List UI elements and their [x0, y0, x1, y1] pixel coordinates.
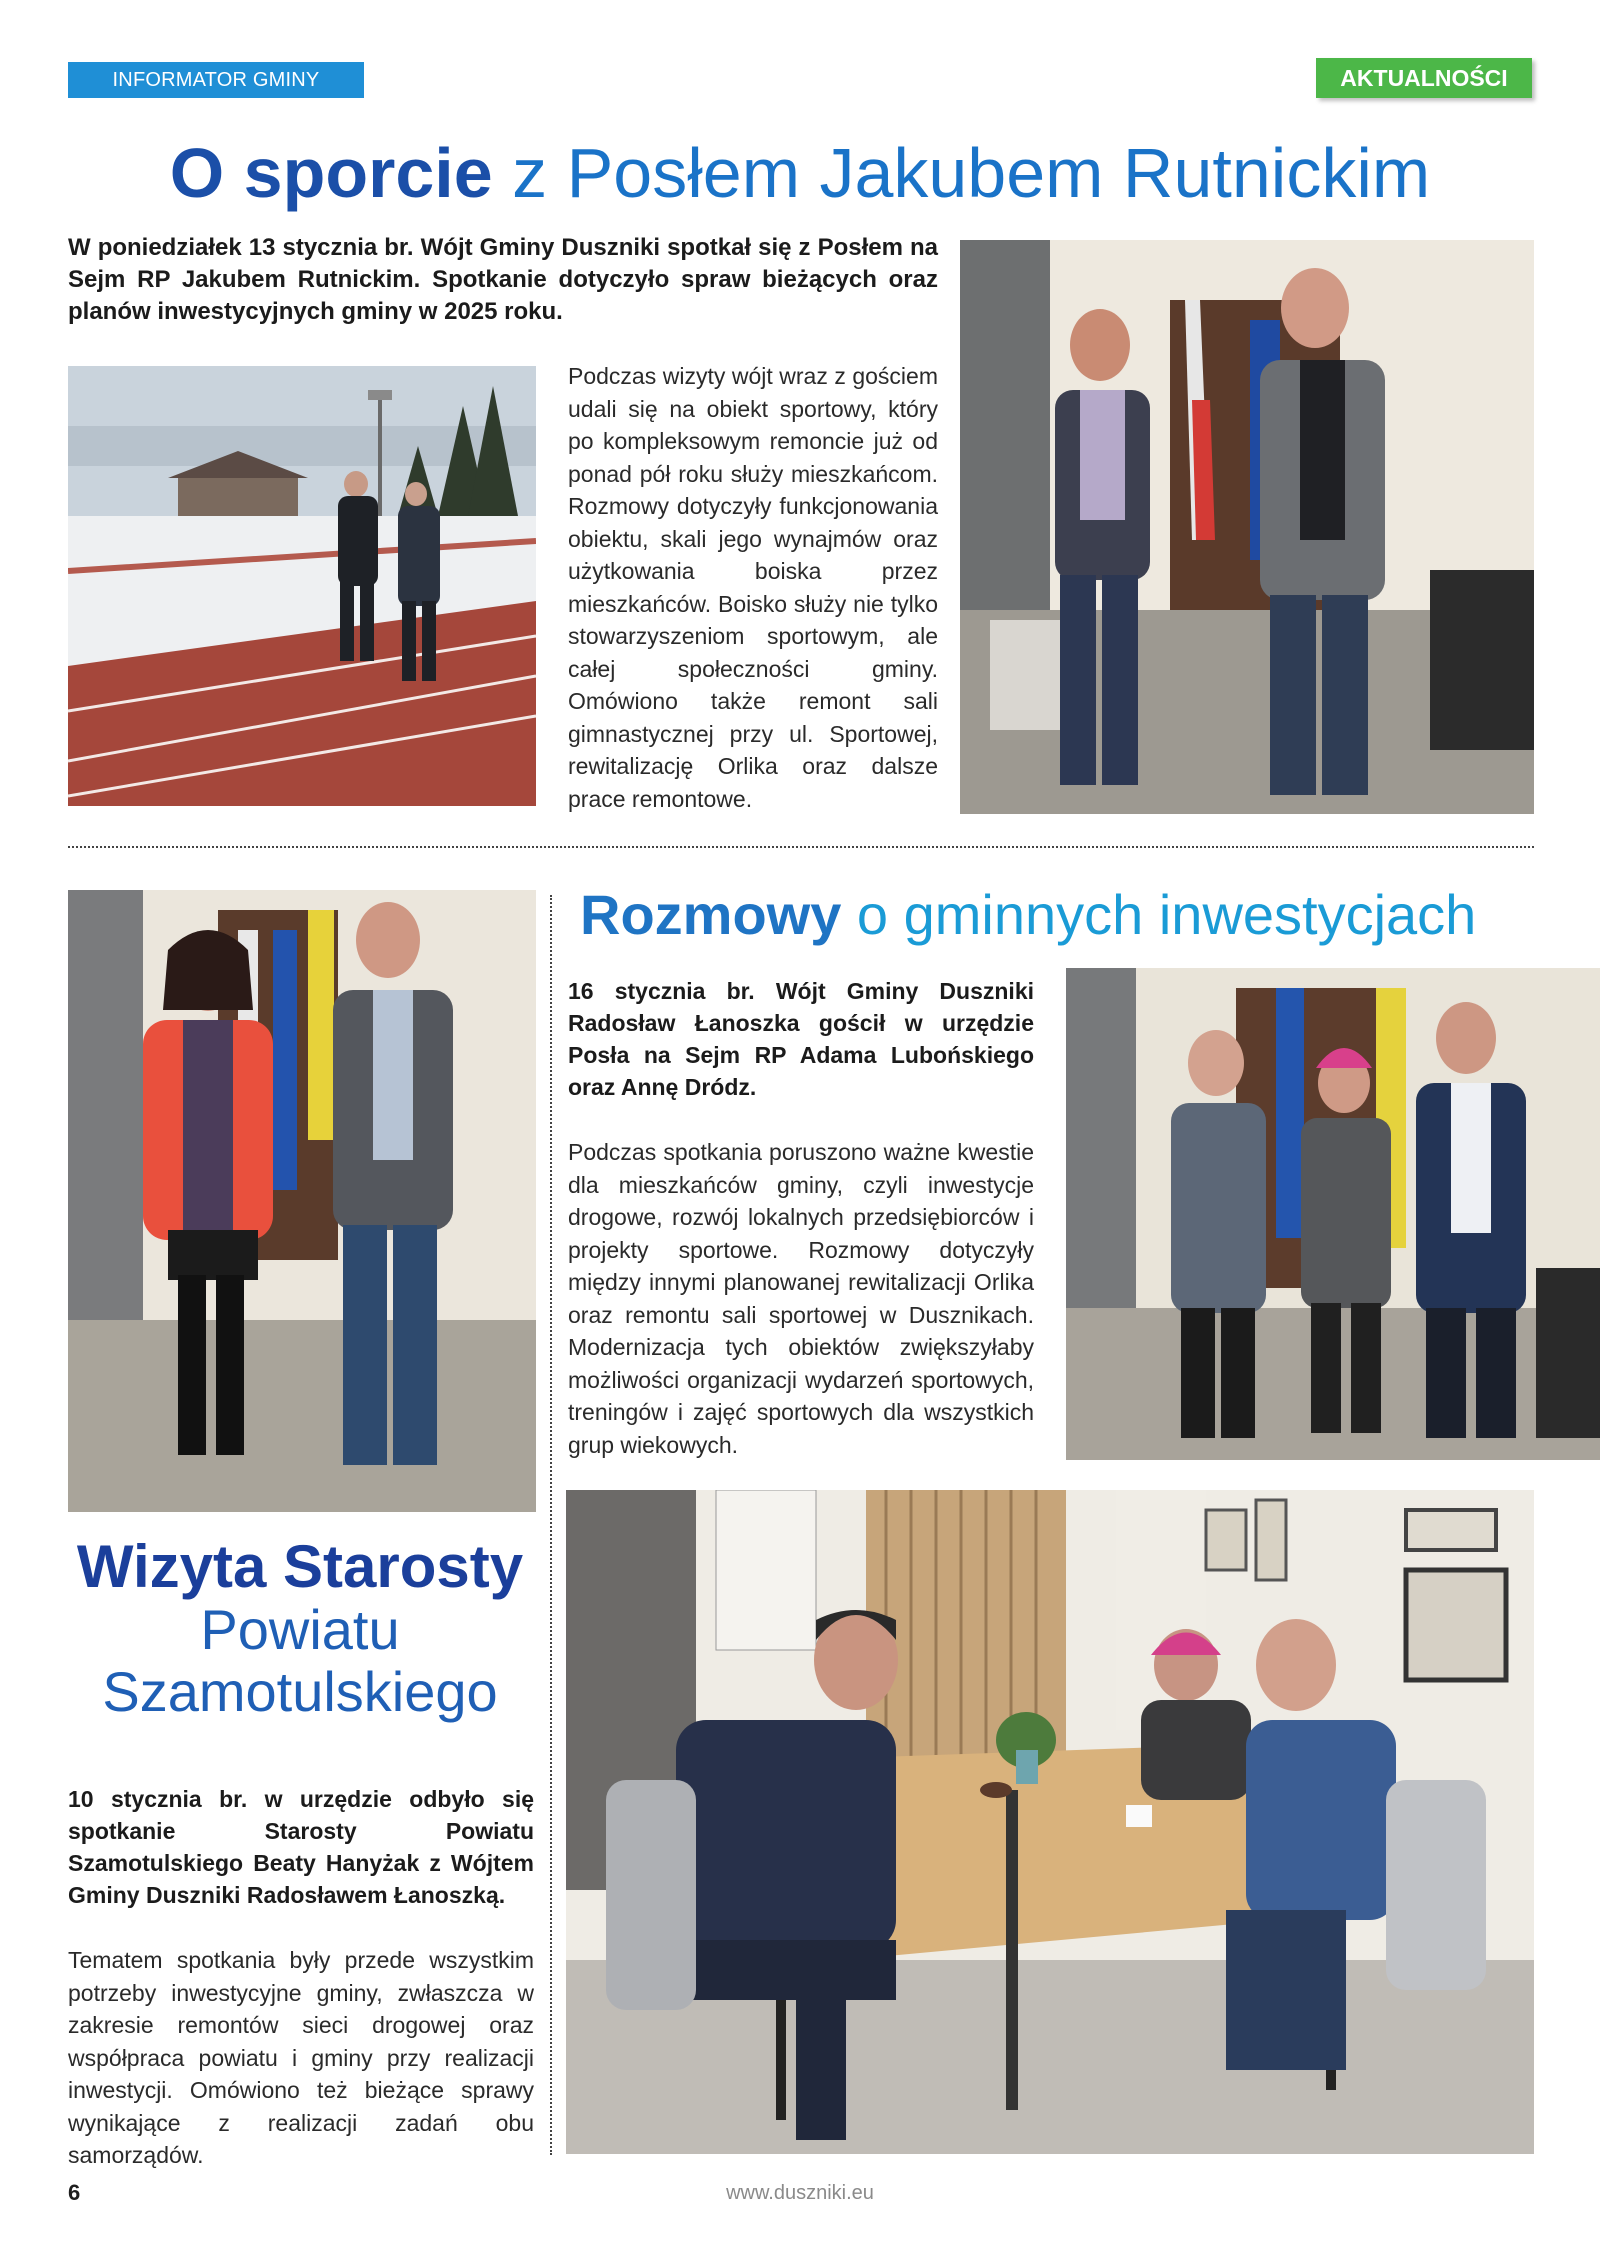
article1-title-rest: z Posłem Jakubem Rutnickim [512, 134, 1431, 212]
article2-title-rest: o gminnych inwestycjach [856, 883, 1477, 946]
article1-body: Podczas wizyty wójt wraz z gościem udali się na obiekt sportowy, który po kompleksowym remoncie już od ponad pół roku służy mieszkańcom. Rozmowy dotyczyły funkcjonowania obiektu, skali jego wynajmów oraz użytkowania boiska przez mieszkańców. Boisko służy nie tylko stowarzyszeniom sportowym, ale całej społeczności gminy. Omówiono także remont sali gimnastycznej przy ul. Sportowej, rewitalizację Orlika oraz dalsze prace remontowe. [568, 363, 938, 812]
starosta-photo [68, 890, 536, 1512]
article2-lead: 16 stycznia br. Wójt Gminy Duszniki Radosław Łanoszka gościł w urzędzie Posła na Sejm RP Adama Lubońskiego oraz Annę Dródz. [568, 978, 1034, 1100]
column-divider [550, 895, 552, 2155]
article1-title-bold: O sporcie [169, 134, 493, 212]
article3-title-line1: Wizyta Starosty [76, 1533, 524, 1600]
publication-tag: INFORMATOR GMINY DUSZNIKI [68, 62, 364, 98]
footer-url[interactable]: www.duszniki.eu [726, 2182, 874, 2204]
office-photo-three-people [1066, 968, 1600, 1460]
article1-title [0, 128, 1600, 218]
section-divider [68, 846, 1534, 848]
meeting-table-photo [566, 1490, 1534, 2154]
article2-title [580, 880, 1476, 950]
article3-title-line3: Szamotulskiego [102, 1660, 498, 1723]
stadium-photo [68, 366, 536, 806]
article1-lead: W poniedziałek 13 stycznia br. Wójt Gminy Duszniki spotkał się z Posłem na Sejm RP Jakubem Rutnickim. Spotkanie dotyczyło spraw bieżących oraz planów inwestycyjnych gminy w 2025 roku. [68, 234, 938, 325]
article3-title [60, 1535, 540, 1723]
article3-body: Tematem spotkania były przede wszystkim potrzeby inwestycyjne gminy, zwłaszcza w zakresie remontów sieci drogowej oraz współpraca powiatu i gminy przy realizacji inwestycji. Omówiono też bieżące sprawy wynikające z realizacji zadań obu samorządów. [68, 1947, 534, 2168]
office-photo-two-men [960, 240, 1534, 814]
article2-title-bold: Rozmowy [580, 883, 842, 946]
page-number: 6 [68, 2180, 81, 2205]
article3-title-line2: Powiatu [200, 1598, 400, 1661]
article3-lead: 10 stycznia br. w urzędzie odbyło się spotkanie Starosty Powiatu Szamotulskiego Beaty Hanyżak z Wójtem Gminy Duszniki Radosławem Łanoszką. [68, 1786, 534, 1908]
section-tag: AKTUALNOŚCI [1316, 58, 1532, 98]
article2-body: Podczas spotkania poruszono ważne kwestie dla mieszkańców gminy, czyli inwestycje drogowe, rozwój lokalnych przedsiębiorców i projekty sportowe. Rozmowy dotyczyły między innymi planowanej rewitalizacji Orlika oraz remontu sali sportowej w Dusznikach. Modernizacja tych obiektów zwiększyłaby możliwości organizacji wydarzeń sportowych, treningów i zajęć sportowych dla wszystkich grup wiekowych. [568, 1139, 1034, 1458]
